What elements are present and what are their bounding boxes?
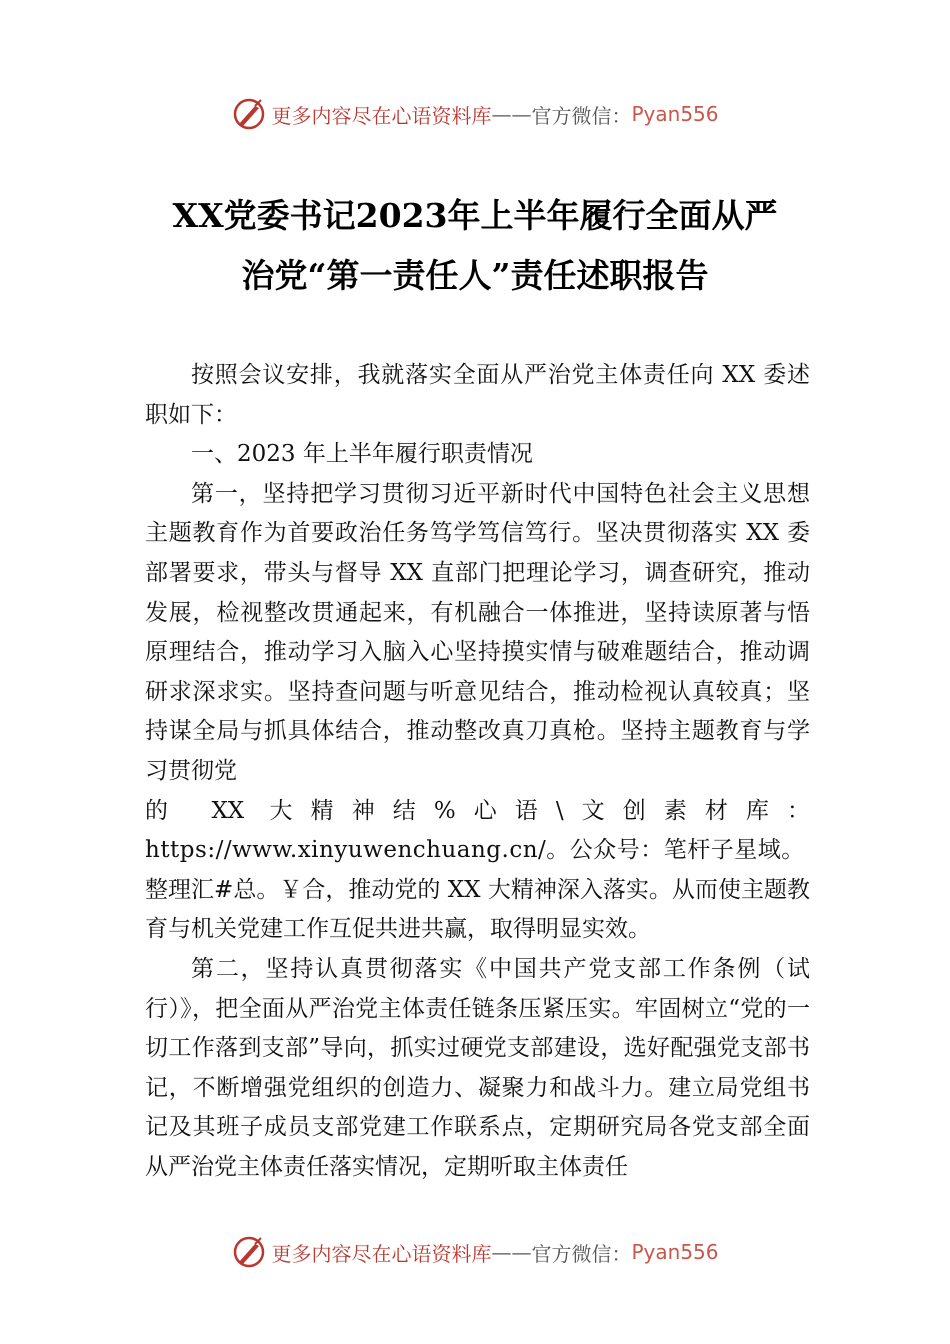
watermark-wechat-id: Pyan556 xyxy=(631,102,719,126)
title-line-1: XX党委书记2023年上半年履行全面从严 xyxy=(172,196,778,235)
paragraph-first: 第一，坚持把学习贯彻习近平新时代中国特色社会主义思想主题教育作为首要政治任务笃学笃信笃行。坚决贯彻落实 XX 委部署要求，带头与督导 XX 直部门把理论学习，调查研究，推动发展，检视整改贯通起来，有机融合一体推进，坚持读原著与悟原理结合，推动学习入脑入心坚持摸实情与破难题结合，推动调研求深求实。坚持查问题与听意见结合，推动检视认真较真；坚持谋全局与抓具体结合，推动整改真刀真枪。坚持主题教育与学习贯彻党 xyxy=(145,480,810,784)
document-body xyxy=(145,356,810,1187)
watermark-separator: —— xyxy=(491,1240,532,1264)
document-title xyxy=(140,186,810,306)
paragraph-intro: 按照会议安排，我就落实全面从严治党主体责任向 XX 委述职如下： xyxy=(145,362,810,428)
watermark-text: 更多内容尽在心语资料库 xyxy=(271,103,492,128)
watermark-text: 更多内容尽在心语资料库 xyxy=(271,1241,492,1266)
pen-circle-logo-icon xyxy=(231,96,267,132)
watermark-wechat-id: Pyan556 xyxy=(631,1240,719,1264)
paragraph-second: 第二，坚持认真贯彻落实《中国共产党支部工作条例（试行）》，把全面从严治党主体责任链条压紧压实。牢固树立“党的一切工作落到支部”导向，抓实过硬党支部建设，选好配强党支部书记，不断增强党组织的创造力、凝聚力和战斗力。建立局党组书记及其班子成员支部党建工作联系点，定期研究局各党支部全面从严治党主体责任落实情况，定期听取主体责任 xyxy=(145,955,810,1180)
paragraph-first-url-line: https://www.xinyuwenchuang.cn/。公众号：笔杆子星域。 xyxy=(145,837,805,864)
watermark-banner-bottom xyxy=(0,1232,950,1272)
paragraph-first-spread-line: 的 XX 大精神结%心语\文创素材库： xyxy=(145,797,810,824)
pen-circle-logo-icon xyxy=(231,1234,267,1270)
watermark-banner-top xyxy=(0,94,950,134)
watermark-wechat-label: 官方微信： xyxy=(531,103,632,128)
title-line-2: 治党“第一责任人”责任述职报告 xyxy=(241,256,709,295)
watermark-wechat-label: 官方微信： xyxy=(531,1241,632,1266)
section-heading-1: 一、2023 年上半年履行职责情况 xyxy=(191,441,533,468)
watermark-separator: —— xyxy=(491,102,532,126)
paragraph-first-end: 整理汇#总。￥合，推动党的 XX 大精神深入落实。从而使主题教育与机关党建工作互促共进共赢，取得明显实效。 xyxy=(145,876,810,943)
